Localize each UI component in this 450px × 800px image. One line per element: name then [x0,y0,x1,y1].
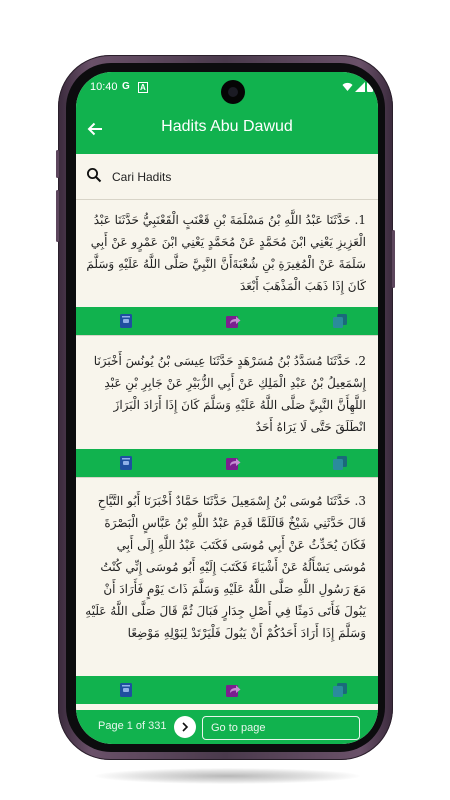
status-time: 10:40 [90,81,118,93]
hadith-actions-3 [76,676,378,704]
status-bar [76,72,378,104]
side-button-left-bottom [56,190,59,242]
signal-icon [355,82,365,92]
hadith-card-3 [76,477,378,676]
pagination-bar [76,710,378,744]
share-icon[interactable] [225,455,241,471]
book-icon[interactable] [118,682,134,698]
front-camera [221,80,245,104]
app-screen [76,72,378,744]
book-icon[interactable] [118,313,134,329]
side-button-left-top [56,150,59,178]
share-icon[interactable] [225,682,241,698]
app-bar [76,104,378,154]
battery-icon [367,81,373,92]
search-icon [86,167,102,183]
search-input[interactable] [112,166,362,188]
page-title: Hadits Abu Dawud [161,118,293,135]
goto-page-input[interactable] [202,716,360,740]
hadith-actions-1 [76,307,378,335]
hadith-text-3: 3. حَدَّثَنَا مُوسَى بْنُ إِسْمَعِيلَ حَدَّثَنَا حَمَّادٌ أَخْبَرَنَا أَبُو التَّيَّاحِ قَالَ حَدَّثَنِي شَيْخٌ قَالَلَمَّا قَدِمَ عَبْدُ اللَّهِ بْنُ عَبَّاسٍ الْبَصْرَةَ فَكَانَ يُحَدِّثُ عَنْ أَبِي مُوسَى فَكَتَبَ عَبْدُ اللَّهِ إِلَى أَبِي مُوسَى يَسْأَلُهُ عَنْ أَشْيَاءَ فَكَتَبَ إِلَيْهِ أَبُو مُوسَى إِنِّي كُنْتُ مَعَ رَسُولِ اللَّهِ صَلَّى اللَّهُ عَلَيْهِ وَسَلَّمَ ذَاتَ يَوْمٍ فَأَرَادَ أَنْ يَبُولَ فَأَتَى دَمِثًا فِي أَصْلِ جِدَارٍ فَبَالَ ثُمَّ قَالَ صَلَّى اللَّهُ عَلَيْهِ وَسَلَّمَ إِذَا أَرَادَ أَحَدُكُمْ أَنْ يَبُولَ فَلْيَرْتَدْ لِبَوْلِهِ مَوْضِعًا [85,494,366,640]
notification-app-icon: A [140,83,146,92]
phone-shadow [95,768,360,784]
hadith-card-2 [76,335,378,449]
hadith-card-1 [76,199,378,307]
copy-icon[interactable] [332,313,348,329]
hadith-text-1: 1. حَدَّثَنَا عَبْدُ اللَّهِ بْنُ مَسْلَمَةَ بْنِ قَعْنَبٍ الْقَعْنَبِيُّ حَدَّثَنَا عَبْدُ الْعَزِيزِ يَعْنِي ابْنَ مُحَمَّدٍ عَنْ مُحَمَّدٍ يَعْنِي ابْنَ عَمْرٍو عَنْ أَبِي سَلَمَةَ عَنْ الْمُغِيرَةِ بْنِ شُعْبَةَأَنَّ النَّبِيَّ صَلَّى اللَّهُ عَلَيْهِ وَسَلَّمَ كَانَ إِذَا ذَهَبَ الْمَذْهَبَ أَبْعَدَ [86,213,366,293]
copy-icon[interactable] [332,455,348,471]
share-icon[interactable] [225,313,241,329]
wifi-icon [342,82,353,92]
copy-icon[interactable] [332,682,348,698]
google-app-icon: G [122,81,130,92]
hadith-text-2: 2. حَدَّثَنَا مُسَدَّدُ بْنُ مُسَرْهَدٍ حَدَّثَنَا عِيسَى بْنُ يُونُسَ أَخْبَرَنَا إِسْمَعِيلُ بْنُ عَبْدِ الْمَلِكِ عَنْ أَبِي الزُّبَيْرِ عَنْ جَابِرِ بْنِ عَبْدِ اللَّهِأَنَّ النَّبِيَّ صَلَّى اللَّهُ عَلَيْهِ وَسَلَّمَ كَانَ إِذَا أَرَادَ الْبَرَازَ انْطَلَقَ حَتَّى لَا يَرَاهُ أَحَدٌ [93,354,366,434]
chevron-right-icon [180,722,190,732]
side-button-right [392,230,395,288]
hadith-actions-2 [76,449,378,477]
book-icon[interactable] [118,455,134,471]
page-info: Page 1 of 331 [98,720,167,732]
search-bar [76,154,378,199]
next-page-button[interactable] [174,716,196,738]
